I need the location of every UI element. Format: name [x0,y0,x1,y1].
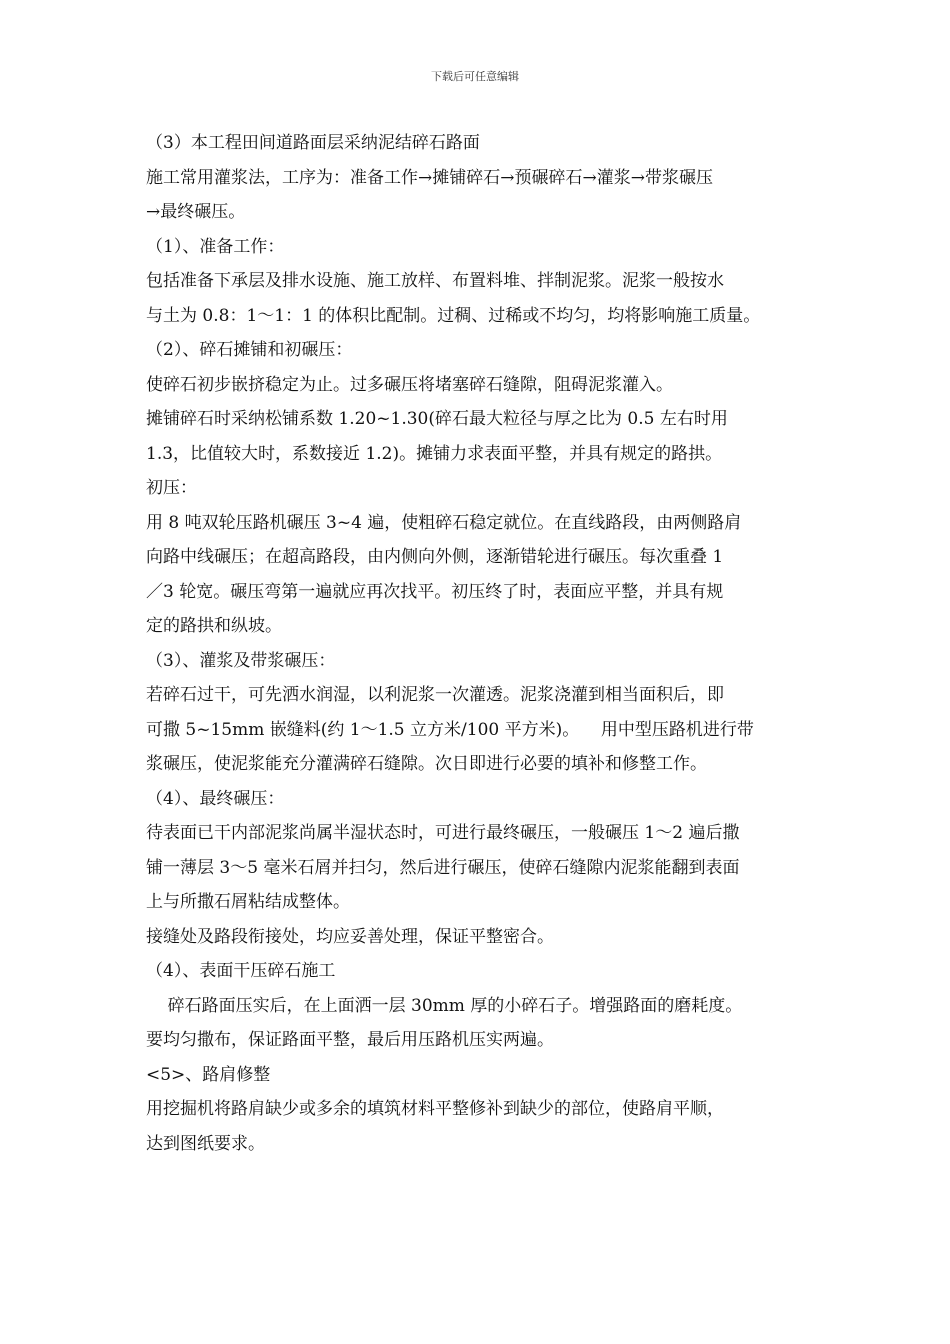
section-heading: （3）、灌浆及带浆碾压： [146,650,336,671]
text-line: 碎石路面压实后，在上面洒一层 30mm 厚的小碎石子。增强路面的磨耗度。 [146,995,743,1016]
text-line: 包括准备下承层及排水设施、施工放样、布置料堆、拌制泥浆。泥浆一般按水 [146,271,724,291]
text-line: 铺一薄层 3～5 毫米石屑并扫匀，然后进行碾压，使碎石缝隙内泥浆能翻到表面 [146,857,740,878]
text-line: 向路中线碾压；在超高路段，由内侧向外侧，逐渐错轮进行碾压。每次重叠 1 [146,547,724,567]
text-line: 初压： [146,478,197,498]
text-line: 上与所撒石屑粘结成整体。 [146,892,350,912]
text-line: 待表面已干内部泥浆尚属半湿状态时，可进行最终碾压，一般碾压 1～2 遍后撒 [146,823,740,843]
text-line: 使碎石初步嵌挤稳定为止。过多碾压将堵塞碎石缝隙，阻碍泥浆灌入。 [146,374,673,395]
text-line: （3）本工程田间道路面层采纳泥结碎石路面 [146,133,480,153]
section-heading: （1）、准备工作： [146,236,285,257]
text-line: 施工常用灌浆法，工序为：准备工作→摊铺碎石→预碾碎石→灌浆→带浆碾压 [146,167,713,188]
text-line: ／3 轮宽。碾压弯第一遍就应再次找平。初压终了时，表面应平整，并具有规 [146,581,724,602]
text-line: 定的路拱和纵坡。 [146,616,282,636]
header-note: 下载后可任意编辑 [431,70,519,83]
section-heading: （4）、最终碾压： [146,788,285,809]
text-line: 1.3，比值较大时，系数接近 1.2)。摊铺力求表面平整，并具有规定的路拱。 [146,443,723,464]
text-line: 达到图纸要求。 [146,1133,265,1154]
text-line: 浆碾压，使泥浆能充分灌满碎石缝隙。次日即进行必要的填补和修整工作。 [146,754,707,774]
document-body [146,126,816,1161]
section-heading: <5>、路肩修整 [146,1064,271,1085]
text-line: →最终碾压。 [146,202,246,222]
text-line: 若碎石过干，可先洒水润湿，以利泥浆一次灌透。泥浆浇灌到相当面积后，即 [146,685,724,705]
text-line: 可撒 5~15mm 嵌缝料(约 1～1.5 立方米/100 平方米)。 用中型压路机进行带 [146,719,754,740]
text-line: 摊铺碎石时采纳松铺系数 1.20~1.30(碎石最大粒径与厚之比为 0.5 左右时用 [146,409,728,429]
section-heading: （2）、碎石摊铺和初碾压： [146,340,353,360]
text-line: 接缝处及路段衔接处，均应妥善处理，保证平整密合。 [146,926,554,947]
text-line: 用挖掘机将路肩缺少或多余的填筑材料平整修补到缺少的部位，使路肩平顺， [146,1099,724,1119]
text-line: 与土为 0.8：1～1：1 的体积比配制。过稠、过稀或不均匀，均将影响施工质量。 [146,305,761,326]
text-line: 用 8 吨双轮压路机碾压 3~4 遍，使粗碎石稳定就位。在直线路段，由两侧路肩 [146,512,742,533]
section-heading: （4）、表面干压碎石施工 [146,961,336,981]
text-line: 要均匀撒布，保证路面平整，最后用压路机压实两遍。 [146,1030,554,1050]
